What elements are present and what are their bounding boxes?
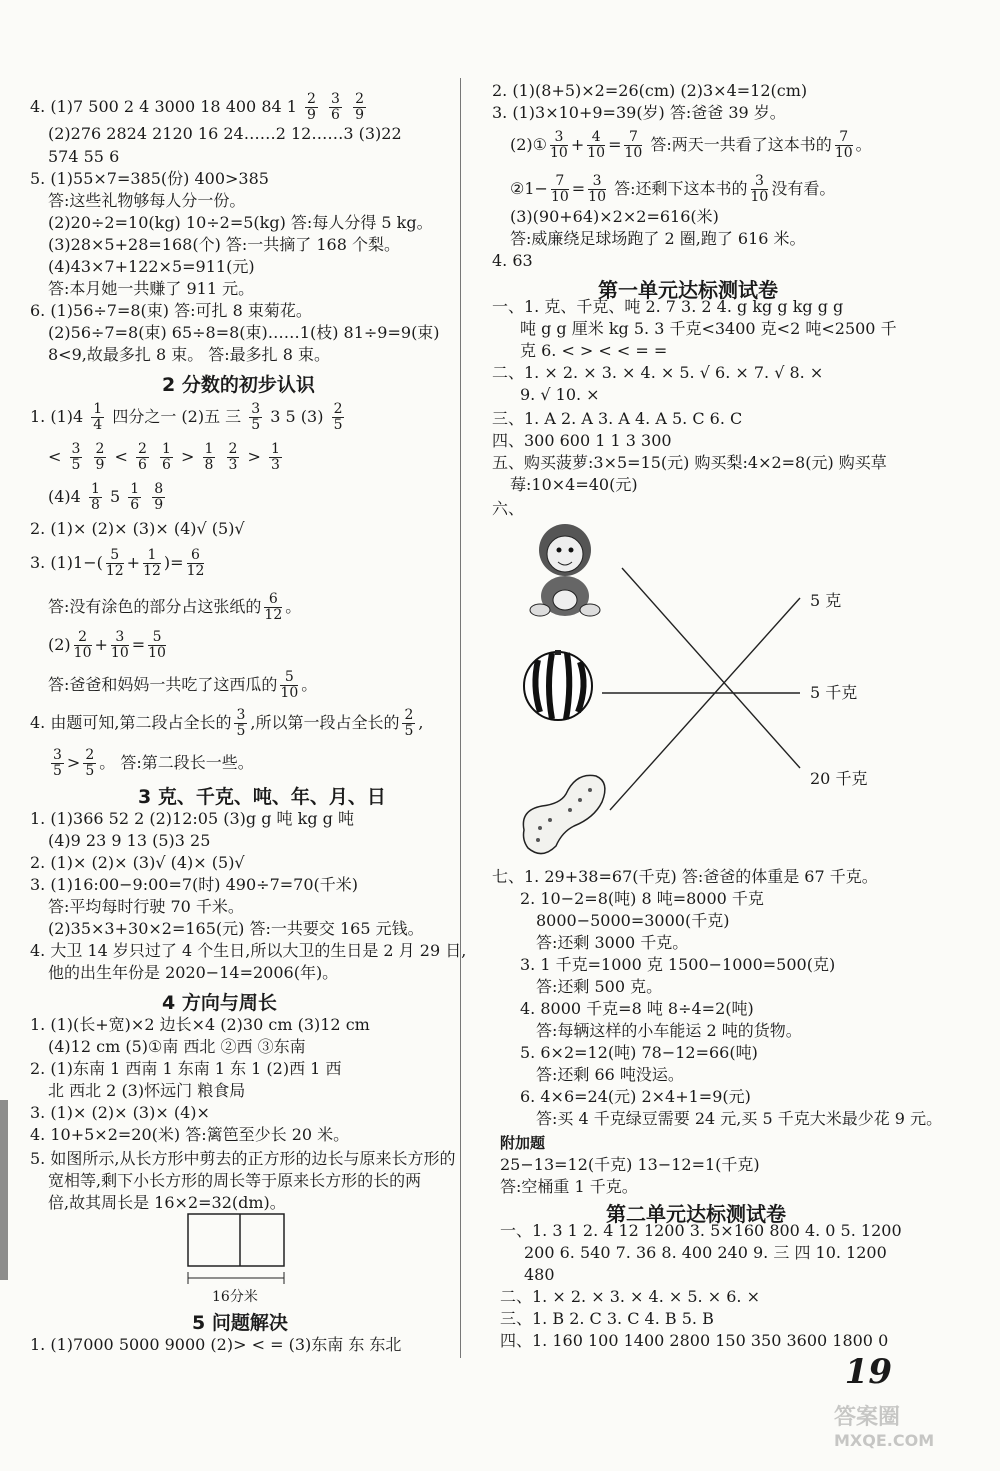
u1b-line: 5. 6×2=12(吨) 78−12=66(吨) (520, 1043, 758, 1062)
s4-line: 3. (1)× (2)× (3)× (4)× (30, 1103, 210, 1122)
u1b-line: 8000−5000=3000(千克) (536, 911, 730, 930)
weight-label-5kg: 5 千克 (810, 683, 858, 702)
s2q3-line: 3. (1)1−( $\frac{5}{12}$ + $\frac{1}{12}$ )= $\frac{6}{12}$ (30, 547, 205, 579)
u1-line: 五、购买菠萝:3×5=15(元) 购买梨:4×2=8(元) 购买草 (492, 453, 887, 472)
q6-line: 6. (1)56÷7=8(束) 答:可扎 8 束菊花。 (30, 301, 312, 320)
s3-line: (4)9 23 9 13 (5)3 25 (48, 831, 211, 850)
column-divider (460, 78, 461, 1358)
s2q3b-answer: 答:爸爸和妈妈一共吃了这西瓜的 $\frac{5}{10}$ 。 (48, 669, 318, 701)
r2b-line: ②1− $\frac{7}{10}$ = $\frac{3}{10}$ 答:还剩下这本书的 $\frac{3}{10}$ 没有看。 (510, 173, 836, 205)
watermelon-image (524, 650, 592, 720)
q6-line: (2)56÷7=8(束) 65÷8=8(束)……1(枝) 81÷9=9(束) (48, 323, 440, 342)
s4-line: 5. 如图所示,从长方形中剪去的正方形的边长与原来长方形的 (30, 1149, 456, 1168)
q5-line: (3)28×5+28=168(个) 答:一共摘了 168 个梨。 (48, 235, 400, 254)
u1b-line: 答:还剩 3000 千克。 (536, 933, 689, 952)
u1-line: 二、1. × 2. × 3. × 4. × 5. √ 6. × 7. √ 8. × (492, 363, 824, 382)
s3-line: 2. (1)× (2)× (3)√ (4)× (5)√ (30, 853, 245, 872)
s5-line: 1. (1)7000 5000 9000 (2)> < = (3)东南 东 东北 (30, 1335, 402, 1354)
matching-figure (510, 510, 840, 870)
q5-line: (4)43×7+122×5=911(元) (48, 257, 255, 276)
u1-line: 一、1. 克、千克、吨 2. 7 3. 2 4. g kg g kg g g (492, 297, 844, 316)
u1b-line: 3. 1 千克=1000 克 1500−1000=500(克) (520, 955, 836, 974)
u2-line: 四、1. 160 100 1400 2800 150 350 3600 1800 0 (500, 1331, 889, 1350)
page-number: 19 (844, 1352, 892, 1392)
section-title-5: 5 问题解决 (192, 1312, 288, 1334)
s4-line: 2. (1)东南 1 西南 1 东南 1 东 1 (2)西 1 西 (30, 1059, 342, 1078)
q5-line: 答:这些礼物够每人分一份。 (48, 191, 246, 210)
u1b-line: 2. 10−2=8(吨) 8 吨=8000 千克 (520, 889, 764, 908)
s2q1-line1: 1. (1)4 $\frac{1}{4}$ 四分之一 (2)五 三 $\frac{3}{5}$ 3 5 (3) $\frac{2}{5}$ (30, 401, 343, 433)
q6-line: 8<9,故最多扎 8 束。 答:最多扎 8 束。 (48, 345, 331, 364)
u2-line: 三、1. B 2. C 3. C 4. B 5. B (500, 1309, 714, 1328)
u1-line: 克 6. < > < < = = (520, 341, 668, 360)
s2q4-line1: 4. 由题可知,第二段占全长的 $\frac{3}{5}$ ,所以第一段占全长的 $\frac{2}{5}$ , (30, 707, 424, 739)
unit2-title: 第二单元达标测试卷 (606, 1202, 786, 1226)
u1-line: 吨 g g 厘米 kg 5. 3 千克<3400 克<2 吨<2500 千 (520, 319, 897, 338)
s4-line: 1. (1)(长+宽)×2 边长×4 (2)30 cm (3)12 cm (30, 1015, 370, 1034)
u2-line: 一、1. 3 1 2. 4 12 1200 3. 5×160 800 4. 0 5. 1200 (500, 1221, 902, 1240)
u1-line: 六、 (492, 499, 525, 518)
r-line: 3. (1)3×10+9=39(岁) 答:爸爸 39 岁。 (492, 103, 786, 122)
u1-line: 9. √ 10. × (520, 385, 600, 404)
s4-line: 宽相等,剩下小长方形的周长等于原来长方形的长的两 (48, 1171, 422, 1190)
u1b-line: 答:还剩 500 克。 (536, 977, 663, 996)
u1b-line: 4. 8000 千克=8 吨 8÷4=2(吨) (520, 999, 754, 1018)
r-line: 2. (1)(8+5)×2=26(cm) (2)3×4=12(cm) (492, 81, 808, 100)
q5-line: 答:本月她一共赚了 911 元。 (48, 279, 255, 298)
s3-line: 答:平均每时行驶 70 千米。 (48, 897, 244, 916)
u1b-line: 答:买 4 千克绿豆需要 24 元,买 5 千克大米最少花 9 元。 (536, 1109, 943, 1128)
u1b-line: 答:每辆这样的小车能运 2 吨的货物。 (536, 1021, 802, 1040)
section-title-4: 4 方向与周长 (162, 992, 277, 1014)
s2q4-line2: $\frac{3}{5}$ > $\frac{2}{5}$ 。 答:第二段长一些。 (53, 747, 254, 779)
u1b-line: 6. 4×6=24(元) 2×4+1=9(元) (520, 1087, 751, 1106)
s4-line: (4)12 cm (5)①南 西北 ②西 ③东南 (48, 1037, 306, 1056)
u2-line: 200 6. 540 7. 36 8. 400 240 9. 三 四 10. 1200 (524, 1243, 887, 1262)
scan-edge (0, 1100, 8, 1280)
s3-line: 他的出生年份是 2020−14=2006(年)。 (48, 963, 339, 982)
watermark: 答案圈 MXQE.COM (834, 1405, 935, 1450)
s2q3b-line: (2) $\frac{2}{10}$ + $\frac{3}{10}$ = $\frac{5}{10}$ (48, 629, 166, 661)
s4-line: 倍,故其周长是 16×2=32(dm)。 (48, 1193, 286, 1212)
u2-line: 480 (524, 1265, 555, 1284)
s4-line: 4. 10+5×2=20(米) 答:篱笆至少长 20 米。 (30, 1125, 350, 1144)
rectangle-figure (180, 1212, 290, 1292)
r2a-line: (2)① $\frac{3}{10}$ + $\frac{4}{10}$ = $\frac{7}{10}$ 答:两天一共看了这本书的 $\frac{7}{10}$ 。 (510, 129, 872, 161)
s3-line: 3. (1)16:00−9:00=7(时) 490÷7=70(千米) (30, 875, 358, 894)
extra-title: 附加题 (500, 1134, 546, 1152)
u1-line: 莓:10×4=40(元) (510, 475, 638, 494)
section-title-3: 3 克、千克、吨、年、月、日 (138, 786, 386, 808)
q4-line2: (2)276 2824 2120 16 24……2 12……3 (3)22 (48, 124, 402, 143)
s3-line: 1. (1)366 52 2 (2)12:05 (3)g g 吨 kg g 吨 (30, 809, 354, 828)
q4-line3: 574 55 6 (48, 147, 120, 166)
s2q3-answer: 答:没有涂色的部分占这张纸的 $\frac{6}{12}$ 。 (48, 591, 302, 623)
s2q1-line2: < $\frac{3}{5}$ $\frac{2}{9}$ < $\frac{2}{6}$ $\frac{1}{6}$ > $\frac{1}{8}$ $\frac{2}{3}$ > $\frac{1}{3}$ (48, 441, 280, 473)
extra-line: 25−13=12(千克) 13−12=1(千克) (500, 1155, 760, 1174)
dimension-label: 16分米 (212, 1289, 258, 1305)
weight-label-20kg: 20 千克 (810, 769, 868, 788)
s2q1-line3: (4)4 $\frac{1}{8}$ 5 $\frac{1}{6}$ $\frac{8}{9}$ (48, 481, 164, 513)
s3-line: 4. 大卫 14 岁只过了 4 个生日,所以大卫的生日是 2 月 29 日, (30, 941, 467, 960)
section-title-2: 2 分数的初步认识 (162, 374, 315, 396)
q4-line1: 4. (1)7 500 2 4 3000 18 400 84 1 $\frac{2}{9}$ $\frac{3}{6}$ $\frac{2}{9}$ (30, 91, 364, 123)
u1b-line: 七、1. 29+38=67(千克) 答:爸爸的体重是 67 千克。 (492, 867, 878, 886)
weight-label-5g: 5 克 (810, 591, 842, 610)
s2q2-line: 2. (1)× (2)× (3)× (4)√ (5)√ (30, 519, 245, 538)
u1-line: 四、300 600 1 1 3 300 (492, 431, 672, 450)
unit1-title: 第一单元达标测试卷 (598, 278, 778, 302)
r-line: 答:威廉绕足球场跑了 2 圈,跑了 616 米。 (510, 229, 806, 248)
u1-line: 三、1. A 2. A 3. A 4. A 5. C 6. C (492, 409, 743, 428)
peanut-image (523, 775, 605, 853)
u1b-line: 答:还剩 66 吨没运。 (536, 1065, 684, 1084)
u2-line: 二、1. × 2. × 3. × 4. × 5. × 6. × (500, 1287, 760, 1306)
q5-line: 5. (1)55×7=385(份) 400>385 (30, 169, 269, 188)
extra-line: 答:空桶重 1 千克。 (500, 1177, 638, 1196)
s3-line: (2)35×3+30×2=165(元) 答:一共要交 165 元钱。 (48, 919, 424, 938)
r-line: 4. 63 (492, 251, 533, 270)
r-line: (3)(90+64)×2×2=616(米) (510, 207, 719, 226)
q5-line: (2)20÷2=10(kg) 10÷2=5(kg) 答:每人分得 5 kg。 (48, 213, 433, 232)
monkey-image (530, 524, 600, 616)
s4-line: 北 西北 2 (3)怀远门 粮食局 (48, 1081, 246, 1100)
